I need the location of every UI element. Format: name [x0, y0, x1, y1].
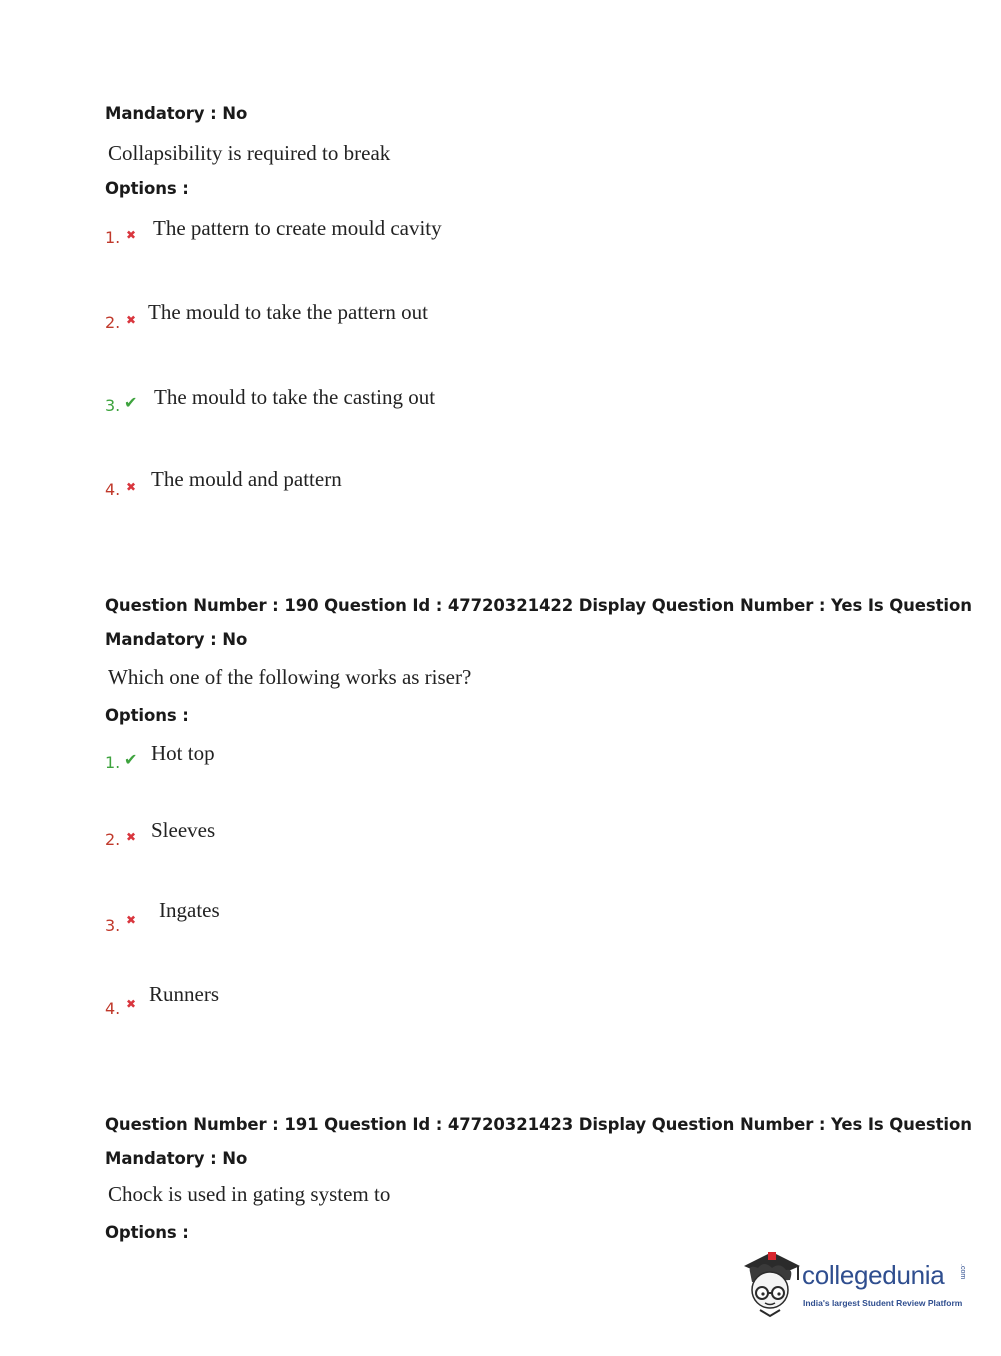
options-label: Options :	[105, 1223, 189, 1242]
wrong-mark-icon: ✖	[126, 913, 137, 927]
logo-suffix: .com	[959, 1264, 966, 1280]
option-number: 4.	[105, 480, 121, 499]
option-text: Sleeves	[151, 818, 216, 842]
mandatory-label: Mandatory : No	[105, 1149, 248, 1168]
wrong-mark-icon: ✖	[126, 997, 137, 1011]
check-mark-icon: ✔	[124, 750, 138, 769]
check-mark-icon: ✔	[124, 393, 138, 412]
mandatory-label: Mandatory : No	[105, 630, 248, 649]
question-header: Question Number : 191 Question Id : 47720321423 Display Question Number : Yes Is Question	[105, 1115, 972, 1134]
collegedunia-logo[interactable]	[742, 1250, 972, 1320]
option-number: 1.	[105, 228, 121, 247]
question-text: Chock is used in gating system to	[108, 1182, 391, 1206]
question-header: Question Number : 190 Question Id : 47720321422 Display Question Number : Yes Is Question	[105, 596, 972, 615]
wrong-mark-icon: ✖	[126, 313, 137, 327]
option-number: 3.	[105, 396, 121, 415]
question-text: Collapsibility is required to break	[108, 141, 391, 165]
options-label: Options :	[105, 706, 189, 725]
option-number: 2.	[105, 830, 121, 849]
option-text: The mould to take the pattern out	[148, 300, 428, 324]
wrong-mark-icon: ✖	[126, 228, 137, 242]
mandatory-label: Mandatory : No	[105, 104, 248, 123]
wrong-mark-icon: ✖	[126, 830, 137, 844]
option-text: The pattern to create mould cavity	[153, 216, 442, 240]
wrong-mark-icon: ✖	[126, 480, 137, 494]
option-text: The mould to take the casting out	[154, 385, 436, 409]
mascot-icon	[742, 1250, 806, 1320]
option-number: 2.	[105, 313, 121, 332]
option-number: 3.	[105, 916, 121, 935]
option-number: 1.	[105, 753, 121, 772]
options-label: Options :	[105, 179, 189, 198]
option-text: Hot top	[151, 741, 215, 765]
option-text: The mould and pattern	[151, 467, 342, 491]
logo-tagline: India's largest Student Review Platform	[803, 1298, 963, 1308]
option-text: Ingates	[159, 898, 220, 922]
logo-wordmark: collegedunia	[802, 1260, 945, 1290]
option-text: Runners	[149, 982, 219, 1006]
question-text: Which one of the following works as riser?	[108, 665, 472, 689]
option-number: 4.	[105, 999, 121, 1018]
